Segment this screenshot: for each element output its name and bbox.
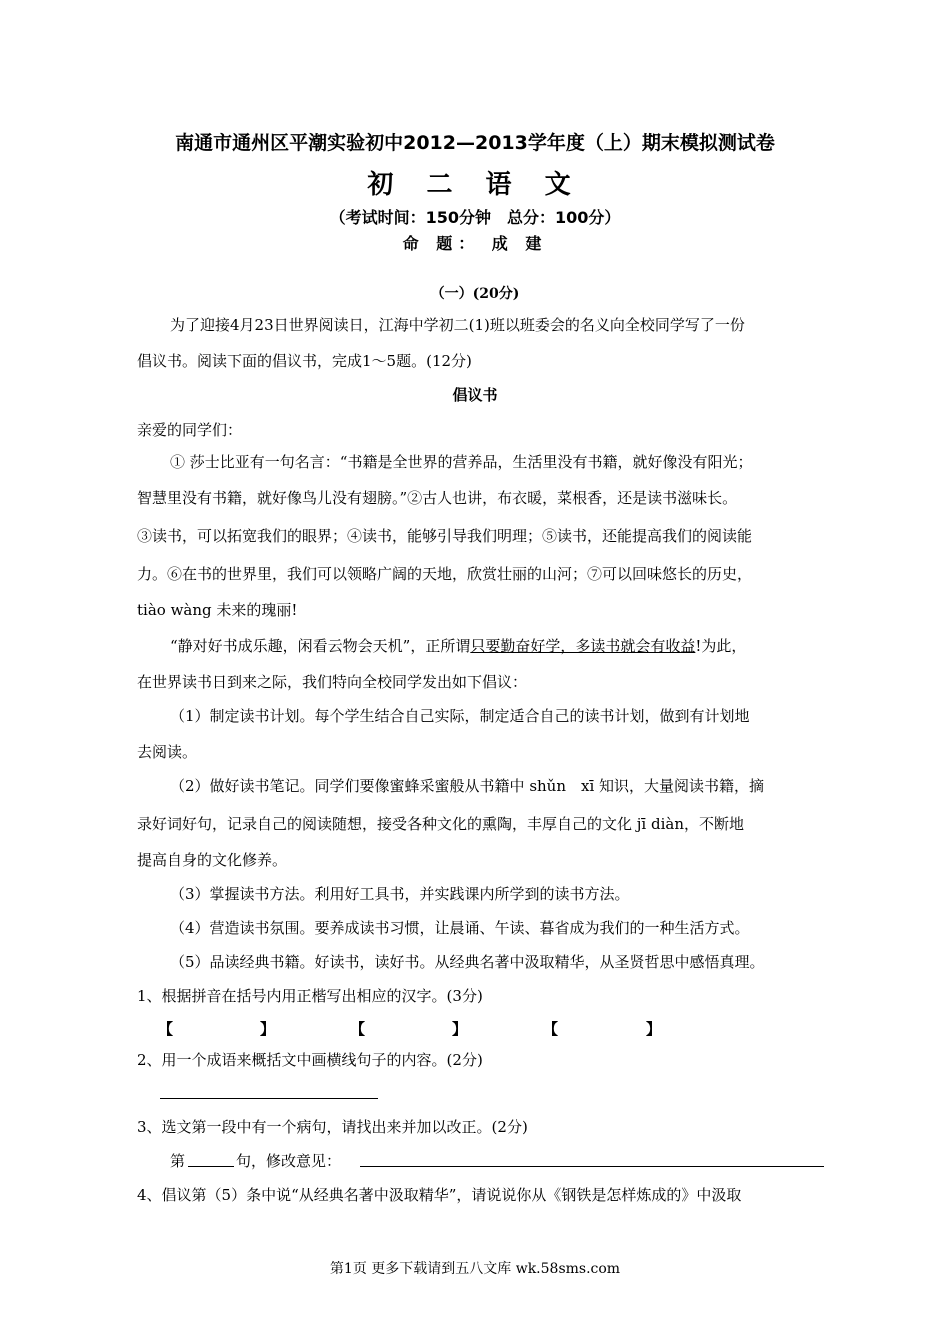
paragraph1-line4: 力。⑥在书的世界里，我们可以领略广阔的天地，欣赏壮丽的山河；⑦可以回味悠长的历史， <box>137 565 753 583</box>
answer-line-q3-sentence <box>188 1166 234 1167</box>
answer-bracket-2-right: 】 <box>452 1020 468 1038</box>
question-1: 1、根据拼音在括号内用正楷写出相应的汉字。(3分) <box>137 987 483 1005</box>
answer-bracket-3-left: 【 <box>543 1020 559 1038</box>
intro-line-2: 倡议书。阅读下面的倡议书，完成1～5题。(12分) <box>137 352 472 370</box>
q3-answer-label: 句，修改意见： <box>236 1152 342 1170</box>
answer-bracket-1-right: 】 <box>260 1020 276 1038</box>
proposal-1-line2: 去阅读。 <box>137 743 198 761</box>
paragraph2-line1 <box>170 636 746 656</box>
answer-bracket-3-right: 】 <box>646 1020 662 1038</box>
paragraph2-quote: “静对好书成乐趣，闲看云物会天机”，正所谓 <box>170 637 471 655</box>
proposal-1-line1: （1）制定读书计划。每个学生结合自己实际，制定适合自己的读书计划，做到有计划地 <box>170 707 750 725</box>
proposal-5: （5）品读经典书籍。好读书，读好书。从经典名著中汲取精华，从圣贤哲思中感悟真理。 <box>170 953 765 971</box>
paragraph1-line5: tiào wàng 未来的瑰丽! <box>137 601 298 619</box>
subject-title: 初 二 语 文 <box>367 170 583 200</box>
page-footer: 第1页 更多下载请到五八文库 wk.58sms.com <box>329 1261 621 1277</box>
underlined-sentence: 只要勤奋好学，多读书就会有收益 <box>470 637 696 655</box>
section-heading: （一）(20分) <box>430 286 520 302</box>
answer-bracket-1-left: 【 <box>158 1020 174 1038</box>
exam-title: 南通市通州区平潮实验初中2012—2013学年度（上）期末模拟测试卷 <box>175 132 775 154</box>
proposal-2-line3: 提高自身的文化修养。 <box>137 851 288 869</box>
letter-title: 倡议书 <box>452 386 498 404</box>
paragraph1-line2: 智慧里没有书籍，就好像鸟儿没有翅膀。”②古人也讲，布衣暖，菜根香，还是读书滋味长。 <box>137 489 738 507</box>
answer-line-q3-revision <box>360 1166 824 1167</box>
paragraph2-end: !为此， <box>695 637 747 655</box>
question-2: 2、用一个成语来概括文中画横线句子的内容。(2分) <box>137 1051 483 1069</box>
proposal-3: （3）掌握读书方法。利用好工具书，并实践课内所学到的读书方法。 <box>170 885 630 903</box>
question-3: 3、选文第一段中有一个病句，请找出来并加以改正。(2分) <box>137 1118 528 1136</box>
paragraph1-line1: ① 莎士比亚有一句名言：“书籍是全世界的营养品，生活里没有书籍，就好像没有阳光； <box>170 453 753 471</box>
answer-line-q2 <box>160 1098 378 1099</box>
question-4: 4、倡议第（5）条中说“从经典名著中汲取精华”，请说说你从《钢铁是怎样炼成的》中汲取 <box>137 1186 742 1204</box>
paragraph2-line2: 在世界读书日到来之际，我们特向全校同学发出如下倡议： <box>137 673 528 691</box>
answer-bracket-2-left: 【 <box>350 1020 366 1038</box>
letter-greeting: 亲爱的同学们： <box>137 421 243 439</box>
intro-line-1: 为了迎接4月23日世界阅读日，江海中学初二(1)班以班委会的名义向全校同学写了一份 <box>170 316 745 334</box>
exam-info: （考试时间：150分钟 总分：100分） <box>329 208 621 227</box>
proposal-2-line1: （2）做好读书笔记。同学们要像蜜蜂采蜜般从书籍中 shǔn xī 知识，大量阅读书籍，摘 <box>170 777 765 795</box>
proposal-4: （4）营造读书氛围。要养成读书习惯，让晨诵、午读、暮省成为我们的一种生活方式。 <box>170 919 750 937</box>
q3-answer-prefix: 第 <box>170 1152 186 1170</box>
author-line: 命 题： 成 建 <box>402 234 548 253</box>
proposal-2-line2: 录好词好句，记录自己的阅读随想，接受各种文化的熏陶，丰厚自己的文化 jī diàn，不断地 <box>137 815 744 833</box>
paragraph1-line3: ③读书，可以拓宽我们的眼界；④读书，能够引导我们明理；⑤读书，还能提高我们的阅读能 <box>137 527 753 545</box>
